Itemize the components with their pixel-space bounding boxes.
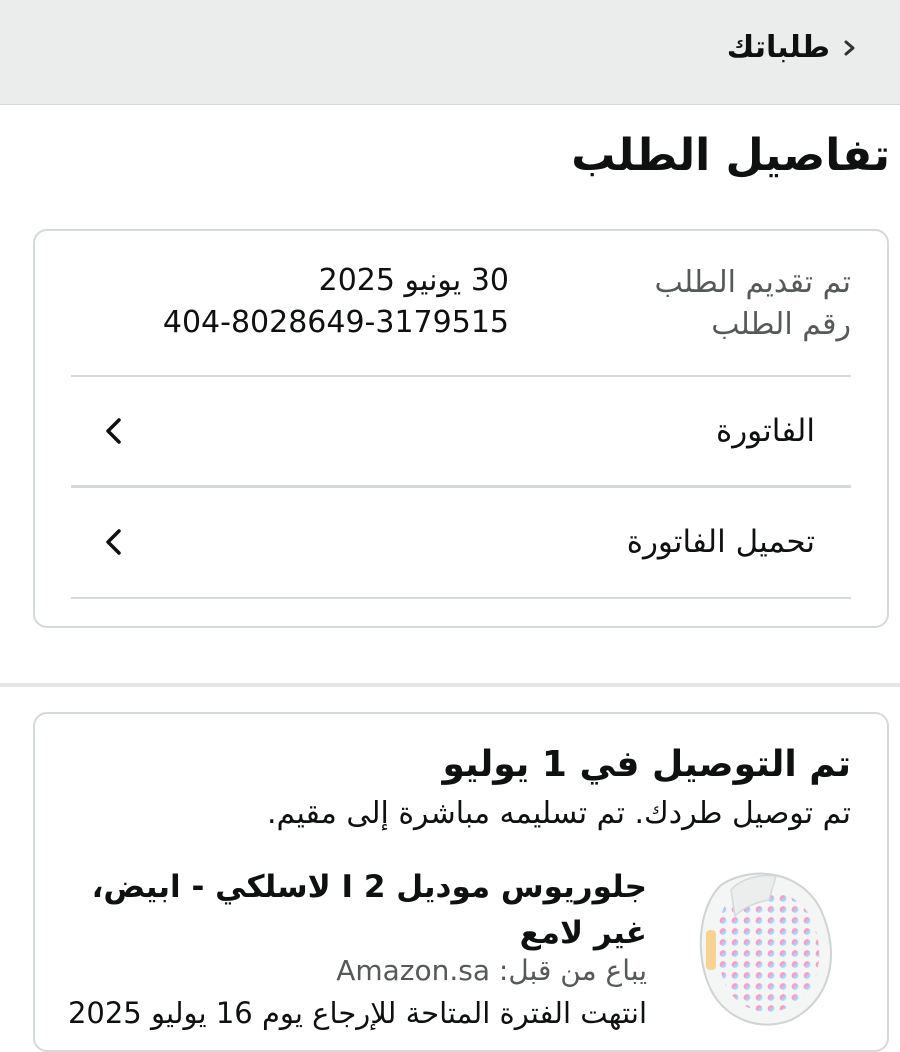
breadcrumb[interactable]	[727, 30, 860, 65]
breadcrumb-label[interactable]: طلباتك	[726, 30, 830, 65]
seller-info	[336, 954, 647, 987]
order-placed-value: 30 يونيو 2025	[318, 263, 509, 298]
delivery-status-title: تم التوصيل في 1 يوليو	[442, 744, 851, 785]
order-number-value: 404-8028649-3179515	[162, 305, 509, 340]
top-bar	[0, 0, 900, 105]
invoice-label[interactable]: الفاتورة	[715, 413, 815, 449]
return-window-text: انتهت الفترة المتاحة للإرجاع يوم 16 يوليو 2025	[67, 996, 647, 1030]
chevron-left-icon	[101, 527, 127, 557]
delivery-card	[33, 712, 889, 1052]
page-title: تفاصيل الطلب	[571, 130, 890, 181]
chevron-right-icon	[840, 38, 860, 58]
order-placed-label: تم تقديم الطلب	[654, 265, 851, 300]
product-title[interactable]: جلوريوس موديل 2 I لاسلكي - ابيض، غير لامع	[91, 869, 647, 951]
order-number-label: رقم الطلب	[711, 307, 851, 342]
delivery-status-subtitle: تم توصيل طردك. تم تسليمه مباشرة إلى مقيم.	[266, 796, 851, 831]
invoice-row[interactable]	[71, 377, 851, 485]
download-invoice-row[interactable]	[71, 488, 851, 596]
section-separator	[0, 683, 900, 687]
chevron-left-icon	[101, 416, 127, 446]
download-invoice-label[interactable]: تحميل الفاتورة	[626, 524, 815, 560]
divider	[71, 597, 851, 599]
seller-label: يباع من قبل:	[498, 954, 647, 987]
order-info-card	[33, 229, 889, 628]
product-image[interactable]	[681, 860, 851, 1030]
seller-name: Amazon.sa	[336, 954, 491, 987]
